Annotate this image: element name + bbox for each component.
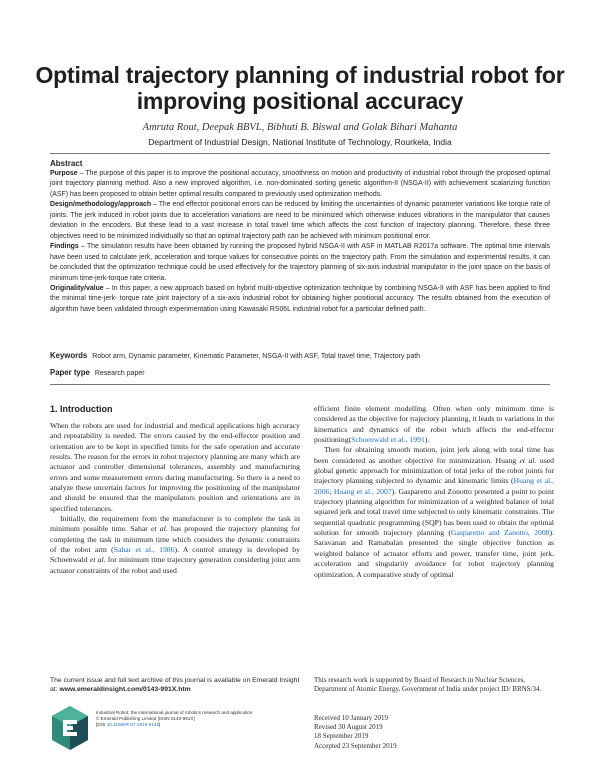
intro-paragraph-3: [314, 404, 554, 445]
text-run: ). Gasparetto and Zonotto presented a point to point trajectory planning algorithm for minimization of a weighted balance of total squared jerk and total travel time subjected to only kinematic constraints. The sequential quadratic programming (SQP) has been used to obtain the optimal solution for smooth trajectory planning (: [314, 486, 554, 538]
citation-link-huang-2006[interactable]: Huang et al., 2006: [314, 476, 554, 496]
availability-text: The current issue and full text archive of this journal is available on Emerald Insight at:: [50, 677, 300, 693]
abstract-section: [50, 153, 550, 315]
received-date: Received 10 January 2019: [314, 714, 389, 722]
keywords-text: Robot arm, Dynamic parameter, Kinematic Parameter, NSGA-II with ASF, Total travel time, Trajectory path: [92, 353, 421, 360]
design-label: Design/methodology/approach: [50, 201, 152, 209]
doi-label: [DOI: [96, 722, 107, 728]
text-run: ). A control strategy is developed by Schoenwald: [50, 545, 300, 565]
originality-label: Originality/value: [50, 284, 104, 292]
journal-url-link[interactable]: www.emeraldinsight.com/0143-991X.htm: [59, 686, 191, 693]
intro-paragraph-2: [50, 514, 300, 576]
author-affiliation: Department of Industrial Design, National Institute of Technology, Rourkela, India: [148, 137, 452, 147]
text-run: Initially, the requirement from the manufacturer is to complete the task in minimum possible time. Sahar: [50, 514, 300, 534]
design-text: – The end effector positional errors can be reduced by limiting the uncertainties of dynamic parameter variations like torque rate of joints. The jerk induced in robot joints due to acceleration variations are need to be minimized which otherwise induces vibrations in the manipulator that causes deviation in the encoders. But these lead to a vast increase in total travel time which affects the cost function of trajectory planning. Therefore, these three objectives need to be minimized individually so that an optimal trajectory path can be achieved with minimum positional error.: [50, 201, 550, 240]
intro-paragraph-1: When the robots are used for industrial and medical applications high accuracy and repeatability is needed. The errors caused by the end-effector position and orientation are to be kept in specified limits for the safe operation and accurate results. The reason for the errors in robot trajectory planning are many which are actuator and controller dimensional tolerances, assembly and manufacturing errors and some measurement errors during manufacturing. So there is a need to analyze these uncertain factors for improving the positioning of the manipulator and should be ensured that the manipulators position and orientations are in specified tolerances.: [50, 421, 300, 513]
citation-link-sahar[interactable]: Sahar et al., 1986: [113, 545, 175, 555]
revised-date-2: 18 September 2019: [314, 732, 369, 741]
right-column: [314, 404, 554, 580]
text-run: ).: [424, 435, 430, 445]
originality-text: – In this paper, a new approach based on hybrid multi-objective optimization technique by combining NSGA-II with ASF has been applied to find the minimal time-jerk- torque rate joint trajectory of a six-axis industrial robot for obtaining higher positional accuracy. The results obtained from the execution of algorithm have been validated through experimentation using Kawasaki RS06L industrial robot for a particular defined path.: [50, 284, 550, 313]
abstract-purpose: [50, 169, 550, 200]
doi-end: ]: [159, 722, 161, 728]
emerald-logo-icon: [50, 704, 90, 752]
text-run: et al.: [519, 455, 537, 465]
abstract-findings: [50, 242, 550, 284]
text-run: et al.: [151, 524, 168, 534]
text-run: has proposed the trajectory planning for completing the task in minimum time which considers the dynamic constraints of the robot arm (: [50, 524, 301, 555]
paper-type-text: Research paper: [94, 370, 145, 377]
accepted-date: Accepted 23 September 2019: [314, 741, 397, 750]
abstract-bottom-rule: [50, 384, 550, 385]
revised-date-1: Revised 30 August 2019: [314, 723, 383, 732]
publisher-info: [96, 710, 306, 729]
citation-link-schoenwald[interactable]: Schoenwald et al., 1991: [351, 435, 425, 445]
left-column: [50, 421, 300, 576]
purpose-label: Purpose: [50, 170, 78, 177]
abstract-heading: Abstract: [50, 159, 83, 168]
text-run: ;: [329, 486, 334, 496]
abstract-design: [50, 200, 550, 242]
author-list: Amruta Rout, Deepak BBVL, Bibhuti B. Biswal and Golak Bihari Mahanta: [142, 122, 458, 133]
doi-line: [96, 722, 306, 728]
findings-label: Findings: [50, 243, 79, 251]
publisher-block: [50, 700, 310, 760]
purpose-text: – The purpose of this paper is to improve the positional accuracy, smoothness on motion and productivity of industrial robot through the proposed optimal joint trajectory planning method. Also a new improved algorithm, i.e. non-dominated sorting genetic algorithm-II (NSGA-II) with achievement scalarizing function (ASF) has been proposed to obtain better optimal results compared to previously used optimization methods.: [50, 170, 550, 198]
doi-link[interactable]: 10.1108/IR-07-2019-0148: [106, 722, 160, 728]
findings-text: – The simulation results have been obtained by running the proposed hybrid NSGA-II with ASF in MATLAB R2017a software. The optimal time intervals have been used to calculate jerk, acceleration and torque values for consecutive points on the trajectory path. From the simulation and experimental results, it can be concluded that the optimization technique could be used effectively for the trajectory planning of six-axis industrial manipulator in the joint space on the basis of minimum time-jerk-torque rate criteria.: [50, 243, 550, 282]
introduction-heading: 1. Introduction: [50, 404, 113, 414]
text-run: Then for obtaining smooth motion, joint jerk along with total time has been considered as another objective for minimization. Huang: [314, 445, 554, 465]
text-run: efficient finite element modelling. Often when only minimum time is considered as the objective for trajectory planning, it leads to variations in the kinematics and dynamics of the robot which affects the end-effector positioning(: [314, 404, 554, 445]
submission-dates: [314, 714, 554, 751]
keywords-label: Keywords: [50, 351, 88, 360]
abstract-originality: [50, 284, 550, 315]
text-run: used global genetic approach for minimization of total jerks of the robot joints for trajectory planning subjected to dynamic and kinematic limits (: [314, 455, 554, 486]
citation-link-gasparetto[interactable]: Gasparetto and Zanotto, 2008: [450, 528, 550, 538]
text-run: ). Saravanan and Ramabalan presented the single objective function as weighted balance of actuator efforts and power, transfer time, joint jerk, acceleration and singularity avoidance for robot trajectory planning optimization. A comparative study of optimal: [314, 528, 554, 579]
intro-paragraph-4: [314, 445, 554, 579]
copyright-line: © Emerald Publishing Limited [ISSN 0143-991X]: [96, 716, 195, 722]
availability-note: [50, 676, 300, 694]
paper-type-label: Paper type: [50, 368, 90, 377]
paper-type-line: [50, 368, 145, 377]
funding-note: This research work is supported by Board of Research in Nuclear Sciences, Department of Atomic Energy, Government of India under project ID/ BRNS/34.: [314, 676, 542, 694]
citation-link-huang-2007[interactable]: Huang et al., 2007: [333, 486, 392, 496]
journal-name: Industrial Robot: the international journal of robotics research and application: [96, 710, 253, 715]
keywords-line: [50, 351, 420, 360]
paper-title: Optimal trajectory planning of industrial robot for improving positional accuracy: [35, 62, 565, 114]
text-run: et al.: [89, 555, 106, 565]
text-run: for minimum time trajectory generation considering joint arm actuator constraints of the robot and used: [50, 555, 300, 575]
